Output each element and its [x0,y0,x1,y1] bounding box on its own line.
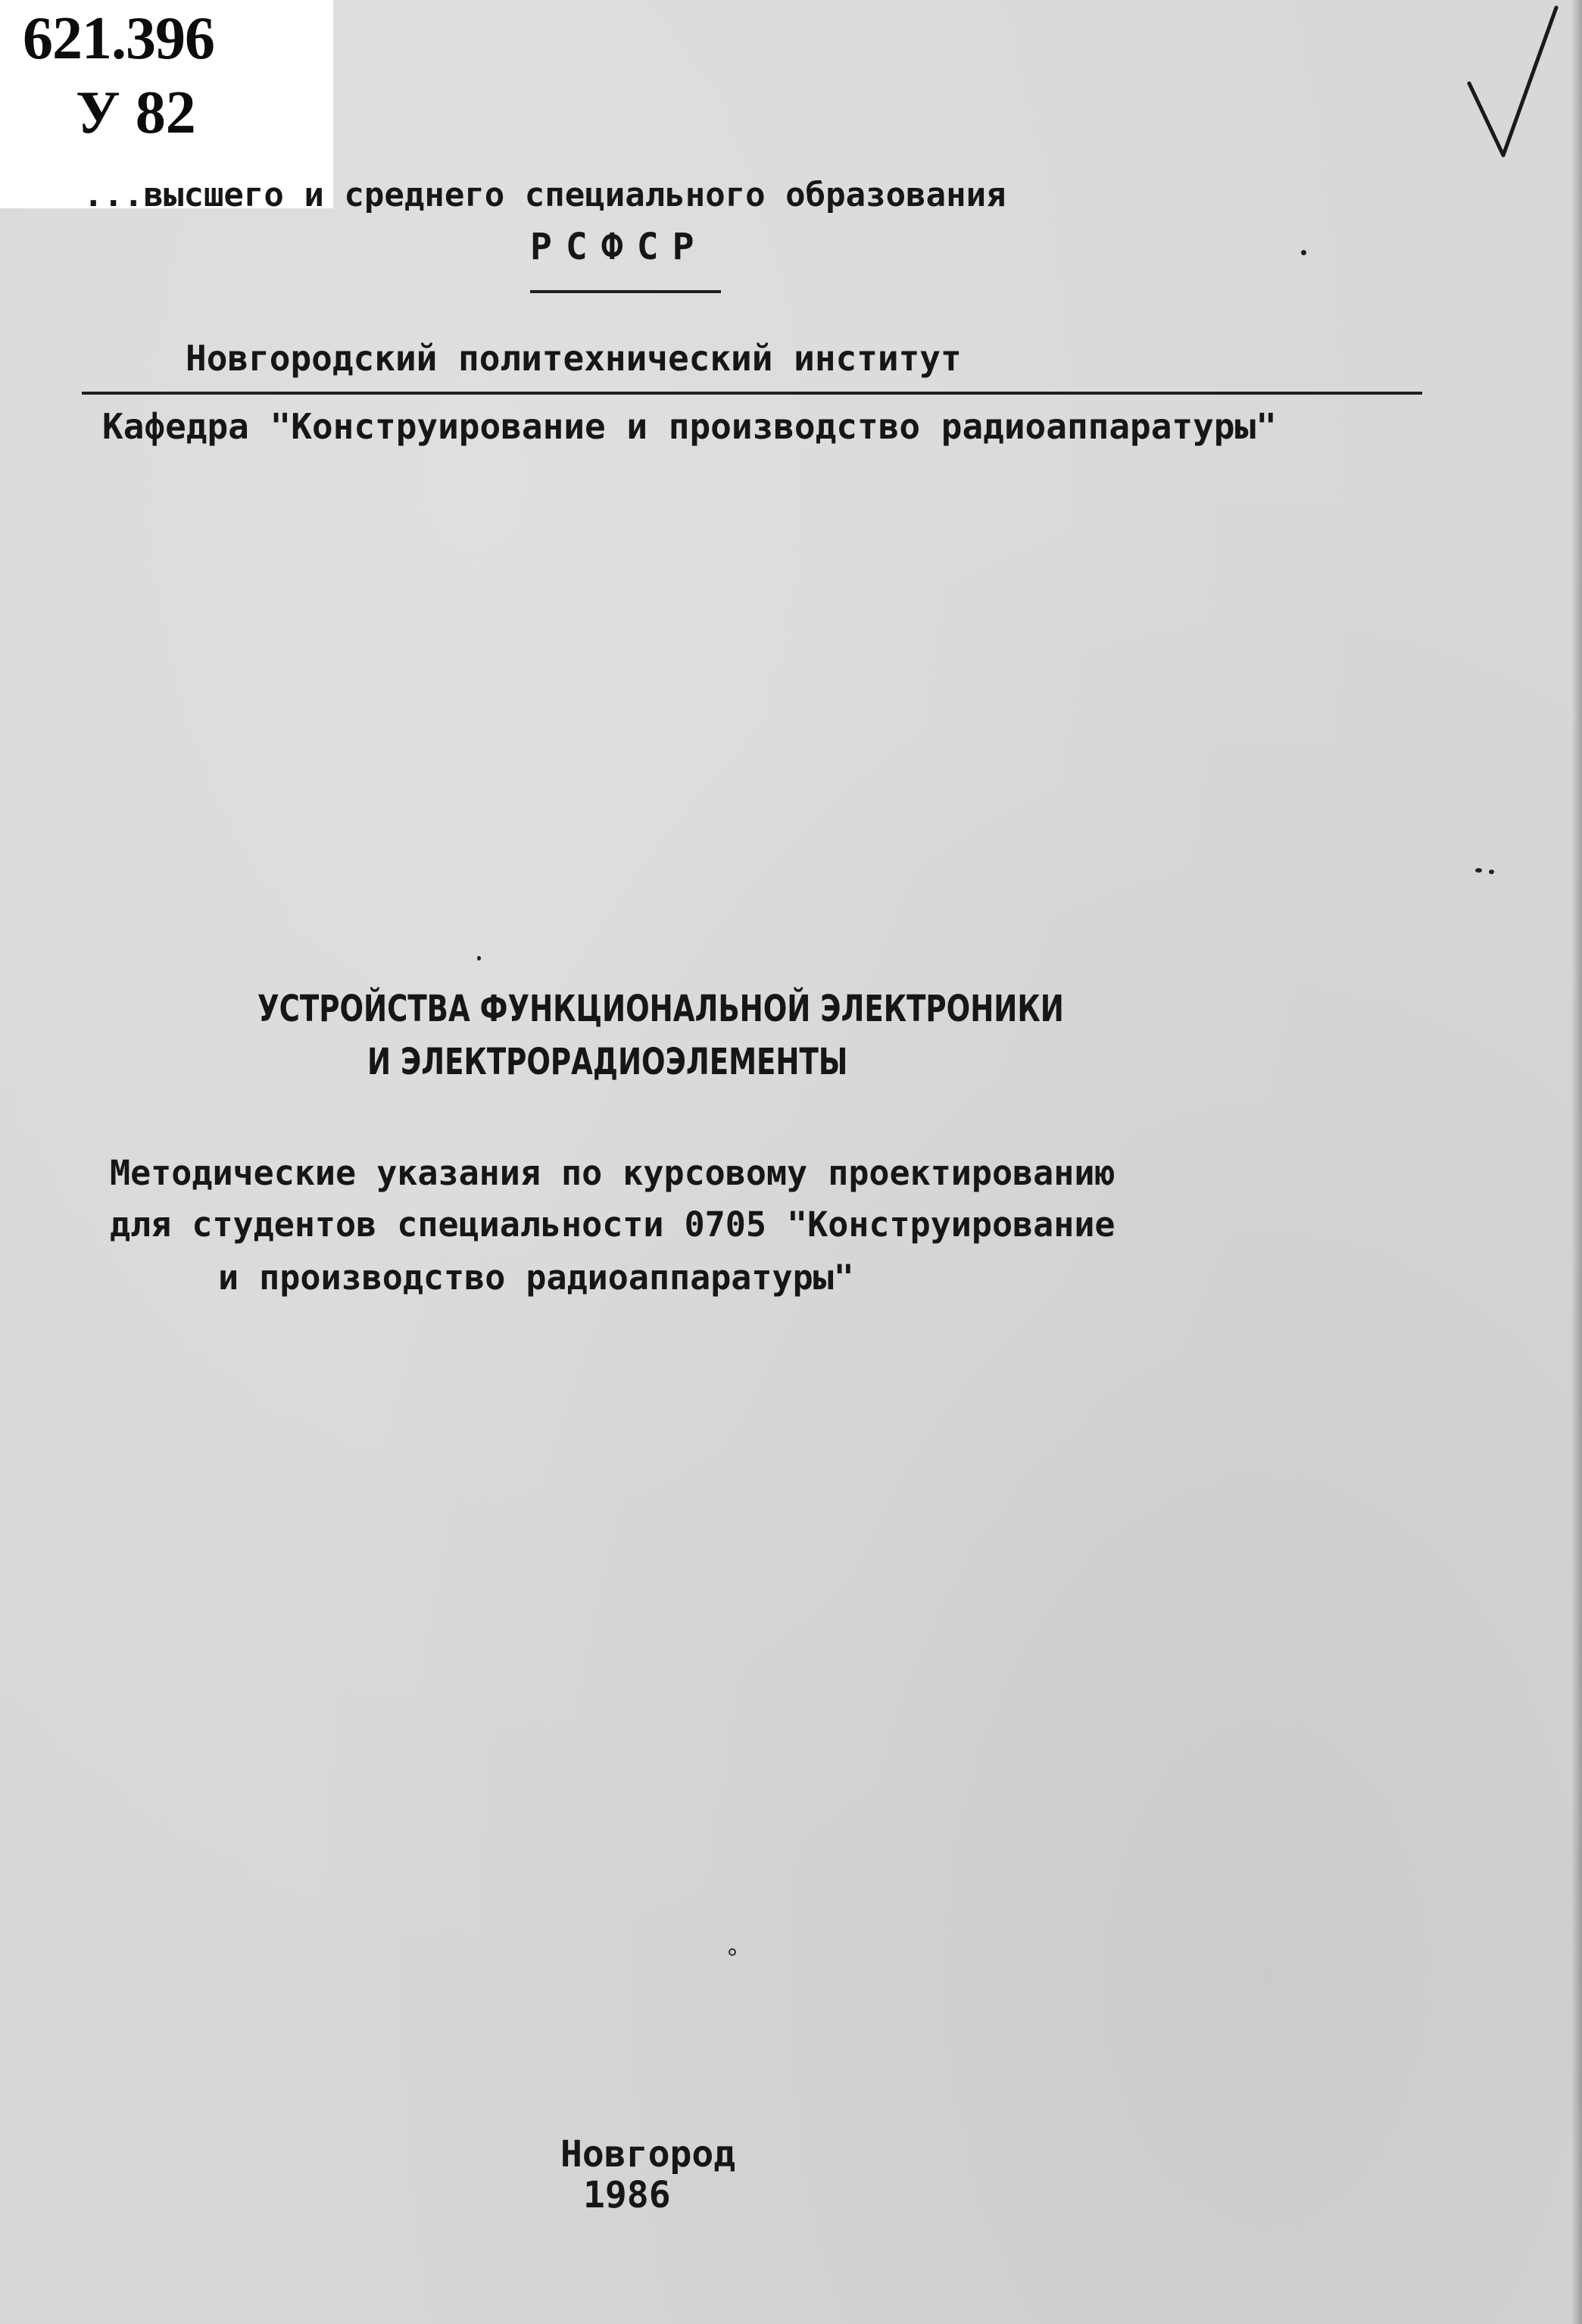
document-title-line-1: УСТРОЙСТВА ФУНКЦИОНАЛЬНОЙ ЭЛЕКТРОНИКИ [257,988,1064,1030]
ministry-line: ...высшего и среднего специального образования [83,176,1006,214]
guidelines-line-2: для студентов специальности 0705 "Конструирование [110,1204,1116,1245]
page-edge-shadow [1571,0,1582,2324]
ink-speck [477,956,481,961]
long-divider [82,392,1422,395]
document-title-line-2: И ЭЛЕКТРОРАДИОЭЛЕМЕНТЫ [367,1041,848,1083]
ink-speck [729,1948,736,1956]
ink-speck [1301,250,1306,255]
author-mark: У 82 [76,80,196,146]
imprint-year: 1986 [583,2174,671,2216]
imprint-city: Новгород [560,2133,736,2176]
institute-name: Новгородский политехнический институт [186,338,962,379]
short-divider [530,290,721,293]
ministry-subline: РСФСР [530,226,708,268]
ink-speck [1475,868,1482,873]
ink-speck [1489,870,1494,874]
classification-code: 621.396 [23,5,214,72]
check-mark-icon [1462,0,1575,174]
department-name: Кафедра "Конструирование и производство радиоаппаратуры" [102,406,1277,447]
guidelines-line-3: и производство радиоаппаратуры" [218,1257,854,1298]
guidelines-line-1: Методические указания по курсовому проектированию [110,1153,1116,1193]
